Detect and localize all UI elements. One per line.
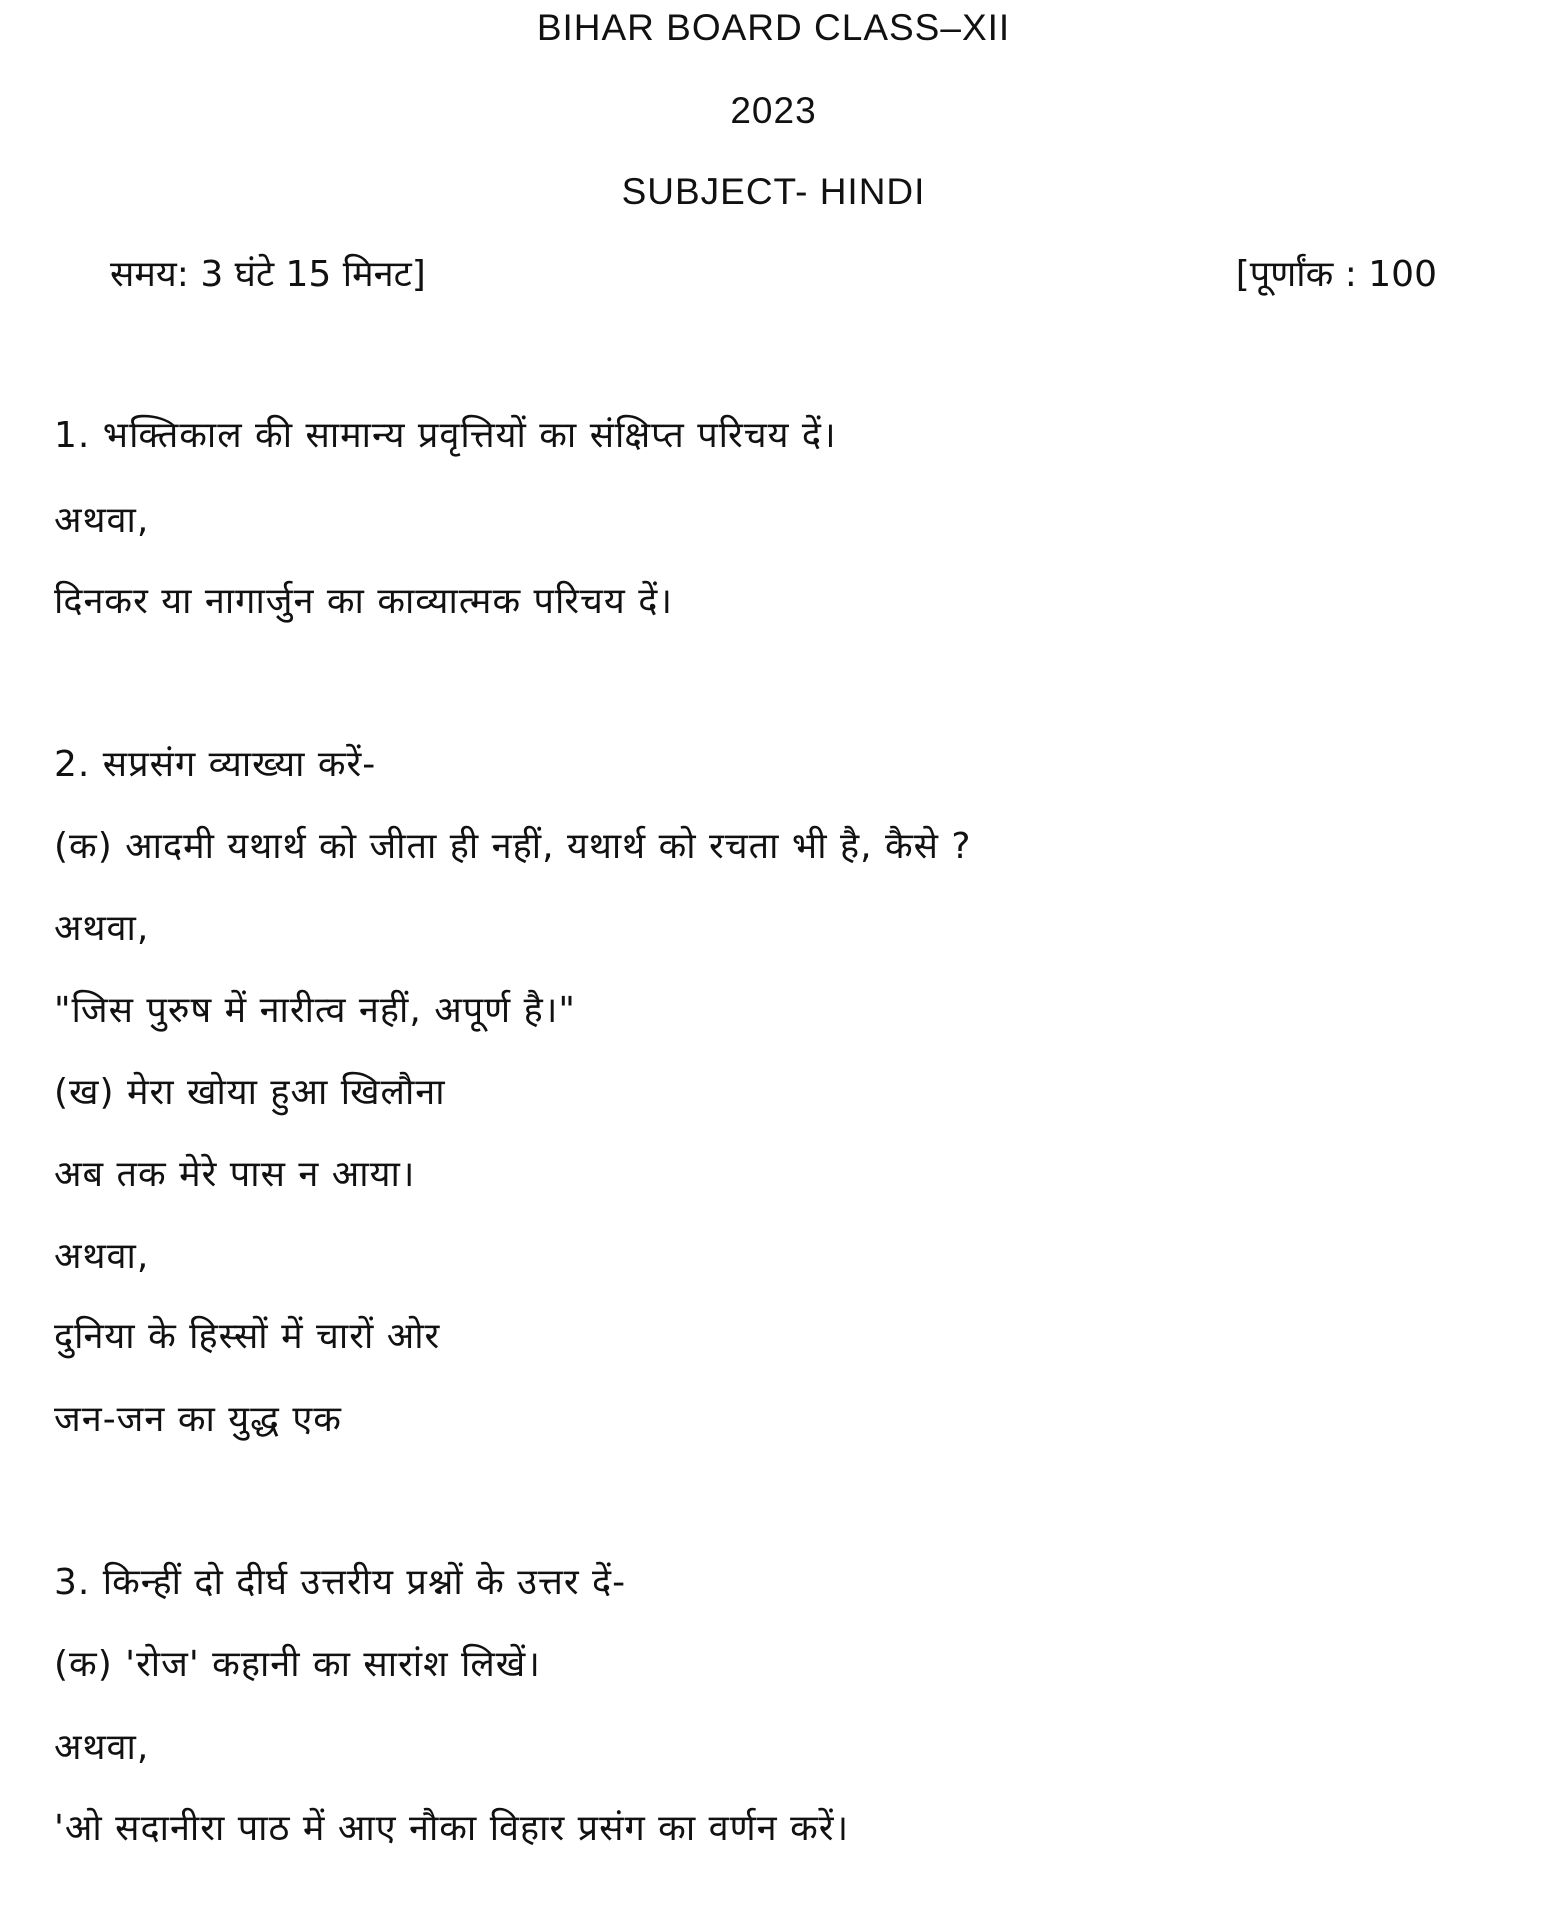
question-2: 2. सप्रसंग व्याख्या करें-	[54, 744, 377, 785]
question-2-kha-line1: (ख) मेरा खोया हुआ खिलौना	[54, 1072, 446, 1113]
full-marks: [पूर्णांक : 100	[1235, 254, 1437, 295]
or-label: अथवा,	[54, 908, 150, 949]
question-3-ka-alt: 'ओ सदानीरा पाठ में आए नौका विहार प्रसंग का वर्णन करें।	[54, 1808, 850, 1849]
question-1-alt: दिनकर या नागार्जुन का काव्यात्मक परिचय दें।	[54, 581, 673, 622]
question-2-kha-alt-line2: जन-जन का युद्ध एक	[54, 1399, 342, 1440]
question-2-ka-alt: "जिस पुरुष में नारीत्व नहीं, अपूर्ण है।"	[54, 990, 576, 1031]
question-2-kha-line2: अब तक मेरे पास न आया।	[54, 1154, 416, 1195]
question-3: 3. किन्हीं दो दीर्घ उत्तरीय प्रश्नों के उत्तर दें-	[54, 1562, 627, 1603]
question-2-ka: (क) आदमी यथार्थ को जीता ही नहीं, यथार्थ को रचता भी है, कैसे ?	[54, 826, 972, 867]
time-allowed: समय: 3 घंटे 15 मिनट]	[110, 254, 426, 295]
question-2-kha-alt-line1: दुनिया के हिस्सों में चारों ओर	[54, 1316, 441, 1357]
exam-year: 2023	[730, 90, 817, 131]
question-1: 1. भक्तिकाल की सामान्य प्रवृत्तियों का संक्षिप्त परिचय दें।	[54, 415, 837, 456]
or-label: अथवा,	[54, 1236, 150, 1277]
subject-title: SUBJECT- HINDI	[621, 171, 926, 212]
or-label: अथवा,	[54, 500, 150, 541]
question-3-ka: (क) 'रोज' कहानी का सारांश लिखें।	[54, 1644, 541, 1685]
or-label: अथवा,	[54, 1727, 150, 1768]
board-title: BIHAR BOARD CLASS–XII	[536, 7, 1011, 48]
